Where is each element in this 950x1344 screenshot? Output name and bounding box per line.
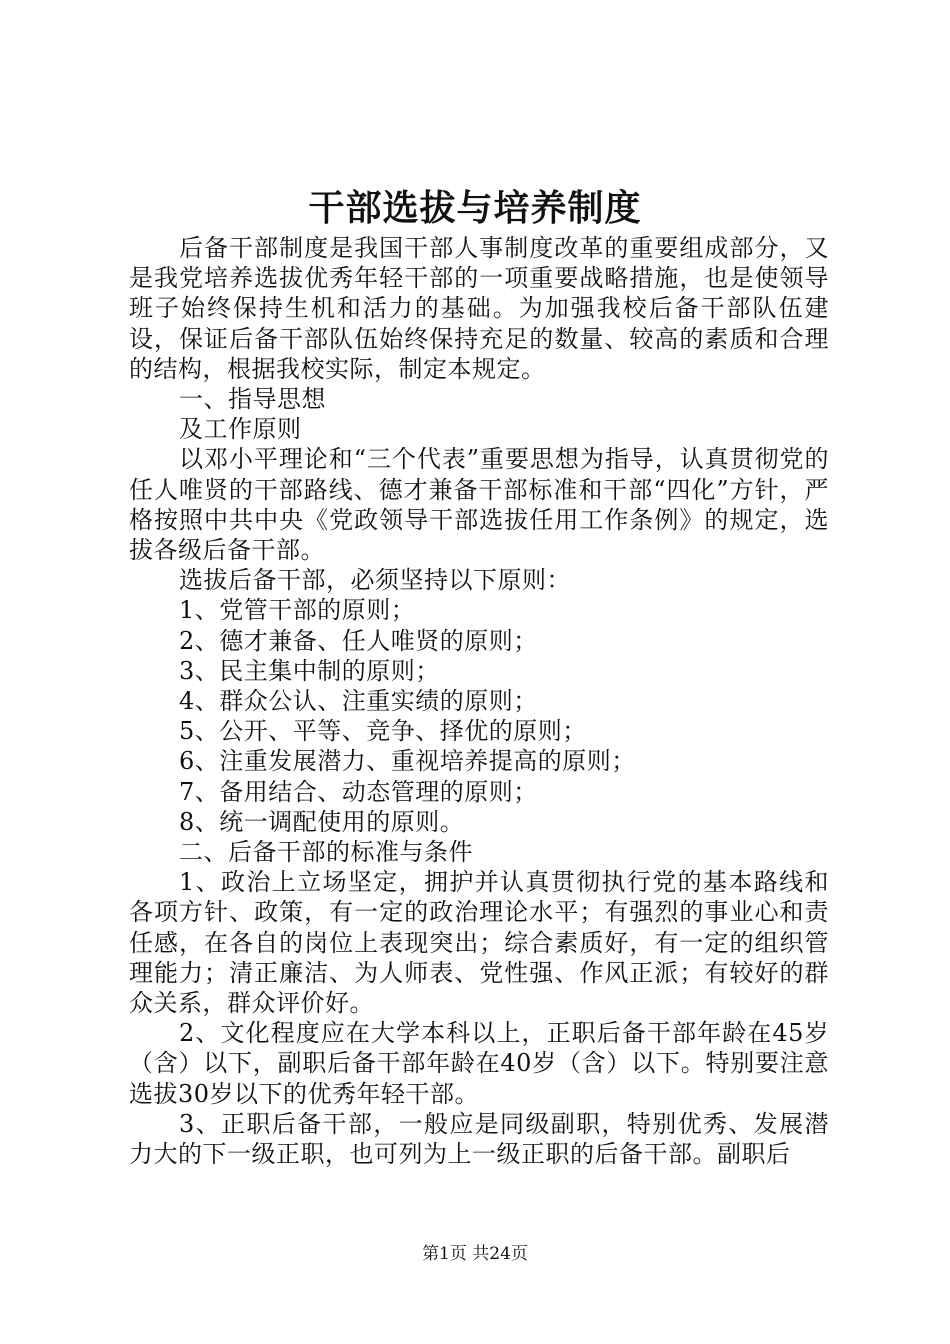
principle-item-2: 2、德才兼备、任人唯贤的原则； [179,626,538,655]
page-number-footer: 第1页 共24页 [422,1244,528,1264]
paragraph-guidance: 以邓小平理论和“三个代表”重要思想为指导，认真贯彻党的任人唯贤的干部路线、德才兼备干部标准和干部“四化”方针，严格按照中共中央《党政领导干部选拔任用工作条例》的规定，选拔各级后备干部。 [129,445,829,565]
heading-standards-conditions: 二、后备干部的标准与条件 [179,838,473,867]
principle-item-6: 6、注重发展潜力、重视培养提高的原则； [179,747,636,776]
condition-item-1: 1、政治上立场坚定，拥护并认真贯彻执行党的基本路线和各项方针、政策，有一定的政治理论水平；有强烈的事业心和责任感，在各自的岗位上表现突出；综合素质好，有一定的组织管理能力；清正廉洁、为人师表、党性强、作风正派；有较好的群众关系，群众评价好。 [129,868,829,1018]
heading-guiding-thought: 一、指导思想 [179,385,326,414]
heading-working-principles: 及工作原则 [179,415,302,444]
paragraph-intro: 后备干部制度是我国干部人事制度改革的重要组成部分，又是我党培养选拔优秀年轻干部的一项重要战略措施，也是使领导班子始终保持生机和活力的基础。为加强我校后备干部队伍建设，保证后备干部队伍始终保持充足的数量、较高的素质和合理的结构，根据我校实际，制定本规定。 [129,234,829,383]
paragraph-principles-lead: 选拔后备干部，必须坚持以下原则： [179,566,571,595]
document-title: 干部选拔与培养制度 [308,187,642,229]
document-body [129,233,829,1169]
principle-item-7: 7、备用结合、动态管理的原则； [179,777,538,806]
condition-item-3: 3、正职后备干部，一般应是同级副职，特别优秀、发展潜力大的下一级正职，也可列为上一级正职的后备干部。副职后 [129,1109,829,1169]
condition-item-2: 2、文化程度应在大学本科以上，正职后备干部年龄在45岁（含）以下，副职后备干部年龄在40岁（含）以下。特别要注意选拔30岁以下的优秀年轻干部。 [129,1019,829,1108]
principle-item-4: 4、群众公认、注重实绩的原则； [179,687,538,716]
principle-item-1: 1、党管干部的原则； [179,596,416,625]
principle-item-8: 8、统一调配使用的原则。 [179,807,465,836]
principle-item-3: 3、民主集中制的原则； [179,656,440,685]
principle-item-5: 5、公开、平等、竞争、择优的原则； [179,717,587,746]
